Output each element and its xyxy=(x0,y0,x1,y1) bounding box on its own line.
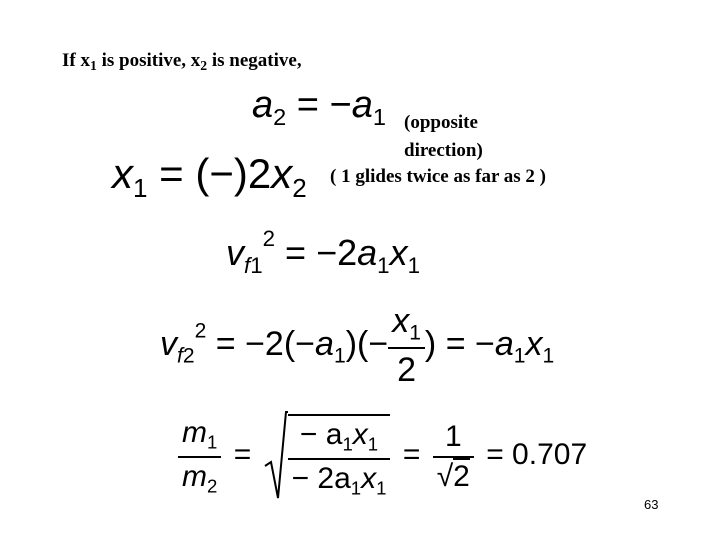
equation-vf1: $v_{f1}^2 = -2a_1x_1$ xyxy=(226,226,420,278)
radical-sign-icon xyxy=(264,410,288,502)
equation-a2: $a_2 = -a_1$ xyxy=(252,84,386,131)
fraction-x1-over-2: $\frac{x_1}{2}$ xyxy=(388,302,425,390)
note-glide: ( 1 glides twice as far as 2 ) xyxy=(330,166,547,187)
page-number: 63 xyxy=(644,497,659,512)
note-direction: direction) xyxy=(404,140,483,161)
equation-mass-ratio: $\frac{m_1}{m_2}$ = $\frac{- a_1x_1}{- 2a_1x_1}$ = $\frac{1}{√2}$ = 0.707 xyxy=(178,414,587,499)
equation-x1: $x_1 = (-)2x_2$ xyxy=(112,150,307,204)
fraction-m1-over-m2: $\frac{m_1}{m_2}$ xyxy=(178,416,221,497)
fraction-under-root: $\frac{- a_1x_1}{- 2a_1x_1}$ xyxy=(288,418,391,499)
equation-vf2: $v_{f2}^2 = -2(-a_1)(-$ $\frac{x_1}{2}$ ) = $-a_1x_1$ xyxy=(160,302,555,390)
note-opposite: (opposite xyxy=(404,112,478,133)
intro-text: If $x_1$ is positive, $x_2$ is negative, xyxy=(62,50,302,73)
fraction-one-over-root2: $\frac{1}{√2}$ xyxy=(433,420,474,494)
square-root xyxy=(264,414,391,499)
